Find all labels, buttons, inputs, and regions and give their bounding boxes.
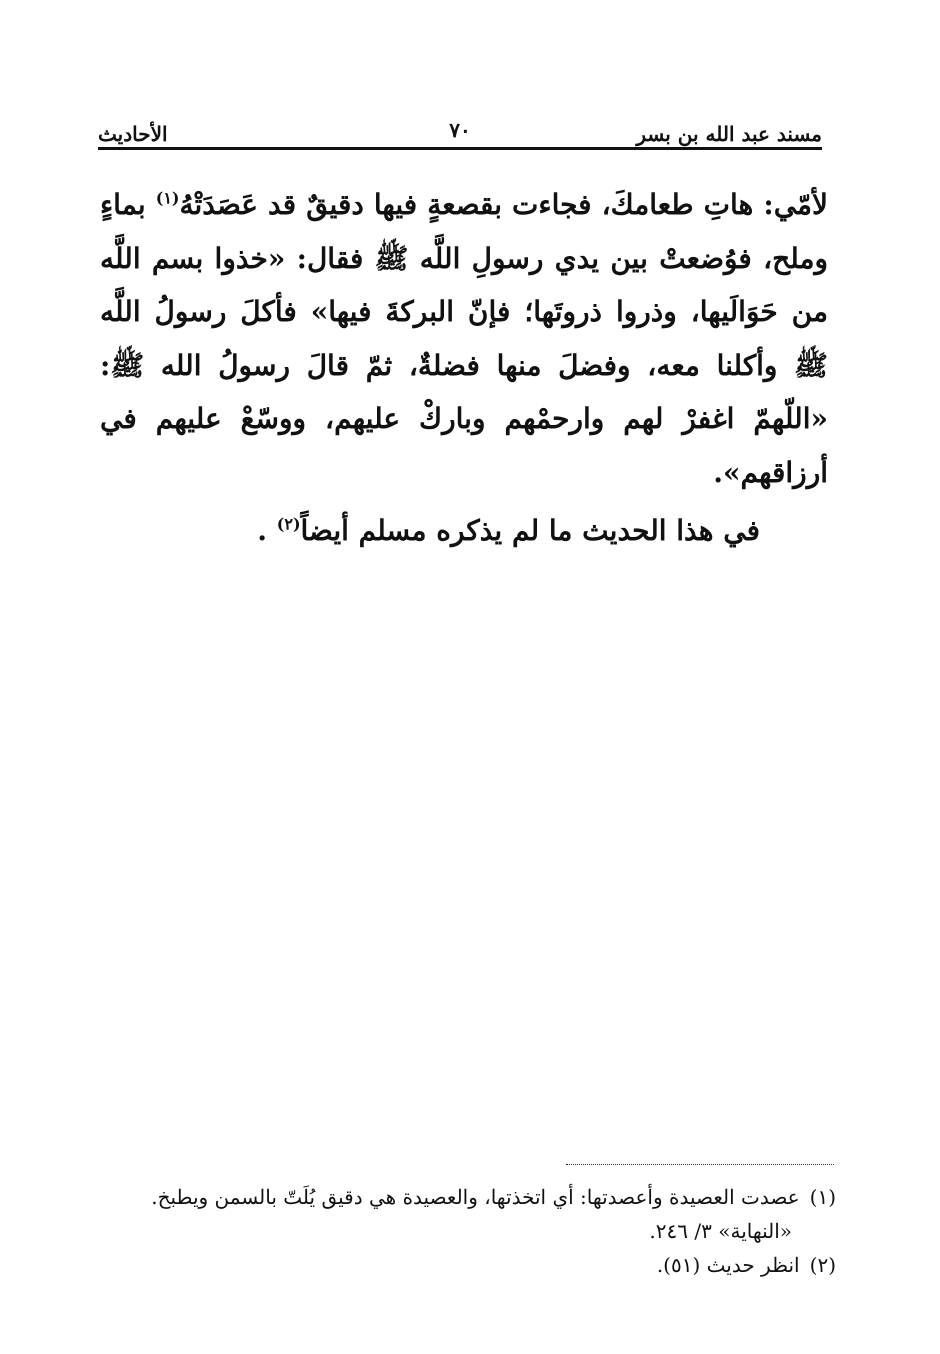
footnote-1-number: (١): [809, 1185, 836, 1209]
footnote-2-number: (٢): [809, 1253, 836, 1277]
header-rule: [98, 147, 822, 150]
paragraph-1-part-2: بماءٍ وملح، فوُضعتْ بين يدي رسولِ اللَّه ﷺ فقال: «خذوا بسم اللَّه من حَوَالَيها، وذروا ذروتَها؛ فإنّ البركةَ فيها» فأكلَ رسولُ اللَّه ﷺ وأكلنا معه، وفضلَ منها فضلةٌ، ثمّ قالَ رسولُ الله ﷺ: «اللّهمّ اغفرْ لهم وارحمْهم وباركْ عليهم، ووسّعْ عليهم في أرزاقهم».: [100, 188, 828, 489]
footnote-1-text: عصدت العصيدة وأعصدتها: أي اتخذتها، والعصيدة هي دقيق يُلَتّ بالسمن ويطبخ.: [151, 1185, 800, 1209]
section-title: الأحاديث: [98, 122, 168, 146]
footnote-marker-2: (٢): [276, 514, 301, 534]
footnote-1: [100, 1180, 836, 1214]
footnote-separator: [566, 1164, 834, 1165]
paragraph-1: [100, 178, 828, 500]
footnote-2-text: انظر حديث (٥١).: [656, 1253, 800, 1277]
footnote-2: [100, 1248, 836, 1282]
page-number: ٧٠: [449, 118, 471, 142]
main-text: [100, 178, 828, 557]
book-title: مسند عبد الله بن بسر: [636, 122, 822, 146]
footnotes: [100, 1180, 836, 1282]
page-header: [98, 112, 822, 146]
footnote-marker-1: (١): [155, 188, 180, 208]
paragraph-2-end: .: [257, 513, 277, 547]
paragraph-2: [100, 504, 828, 558]
paragraph-1-part-1: لأمّي: هاتِ طعامكَ، فجاءت بقصعةٍ فيها دقيقٌ قد عَصَدَتْهُ: [179, 188, 828, 221]
footnote-1-continuation: «النهاية» ٣/ ٢٤٦.: [649, 1219, 792, 1243]
paragraph-2-text: في هذا الحديث ما لم يذكره مسلم أيضاً: [300, 513, 760, 547]
